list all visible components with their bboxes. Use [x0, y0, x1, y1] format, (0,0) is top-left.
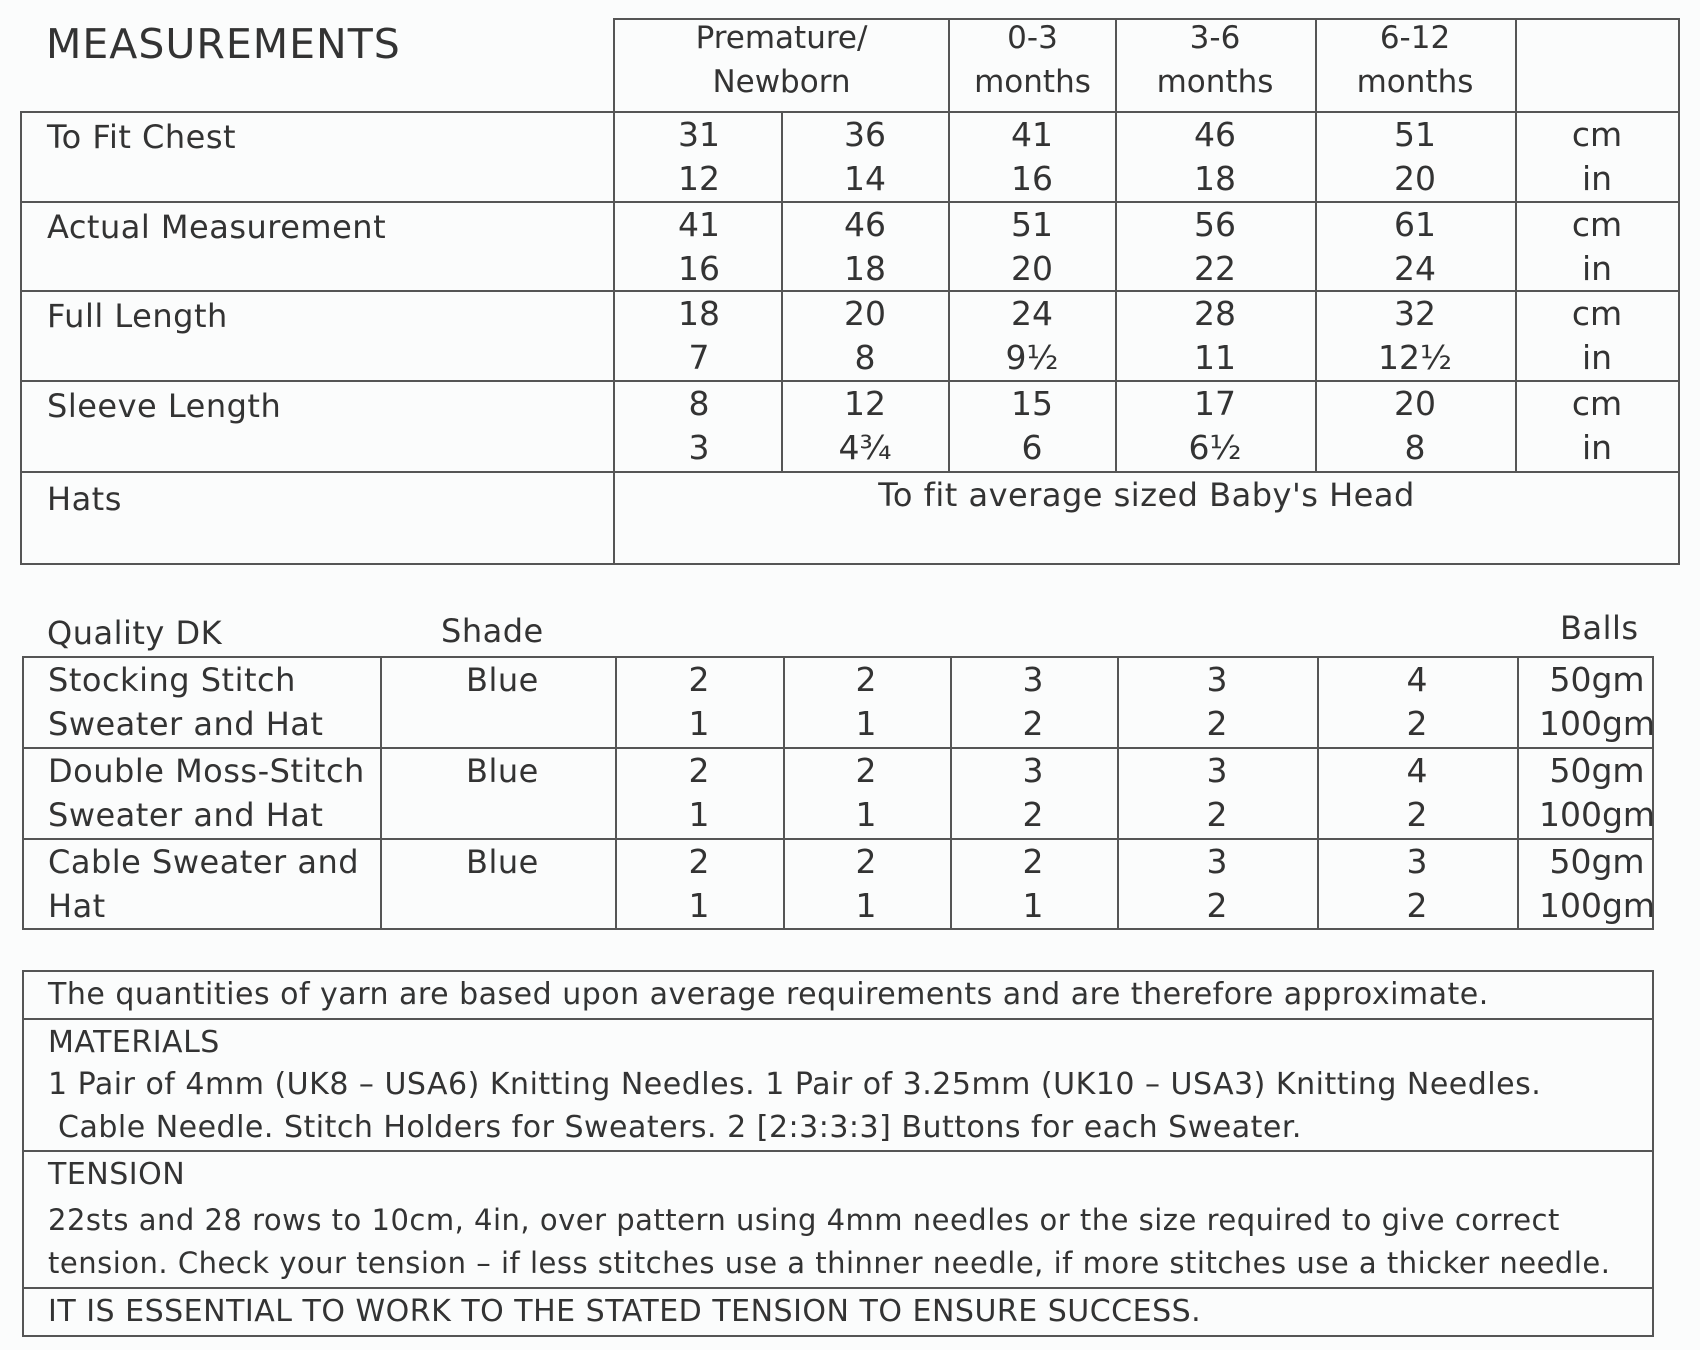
unit-label: cm [1571, 294, 1623, 333]
measurement-value: 28 [1194, 294, 1236, 333]
ball-count: 1 [1022, 886, 1044, 925]
ball-weight-label: 100gm [1538, 886, 1656, 925]
ball-count: 2 [1206, 704, 1228, 743]
tension-title: TENSION [48, 1157, 186, 1192]
yarn-row-label: Sweater and Hat [48, 705, 324, 743]
ball-count: 3 [1406, 842, 1428, 881]
materials-line-2: Cable Needle. Stitch Holders for Sweaters. 2 [2:3:3:3] Buttons for each Sweater. [58, 1110, 1302, 1145]
ball-count: 2 [1406, 795, 1428, 834]
measurement-value: 18 [1194, 159, 1236, 198]
ball-count: 1 [688, 704, 710, 743]
measurements-title: MEASUREMENTS [46, 20, 401, 68]
essential-note: IT IS ESSENTIAL TO WORK TO THE STATED TENSION TO ENSURE SUCCESS. [48, 1294, 1202, 1329]
ball-count: 2 [688, 660, 710, 699]
measurement-value: 15 [1011, 384, 1053, 423]
ball-weight-label: 50gm [1549, 660, 1645, 699]
yarn-row-label: Stocking Stitch [48, 661, 296, 699]
ball-count: 2 [688, 842, 710, 881]
size-header-3-6 [1115, 16, 1315, 104]
size-header-6-12 [1315, 16, 1515, 104]
ball-count: 2 [1206, 795, 1228, 834]
measurement-value: 20 [1394, 159, 1436, 198]
measurement-value: 11 [1194, 338, 1236, 377]
ball-count: 1 [855, 795, 877, 834]
measurement-value: 51 [1011, 205, 1053, 244]
measurement-value: 31 [678, 115, 720, 154]
measurement-value: 12½ [1378, 338, 1452, 377]
measurement-value: 6½ [1188, 428, 1242, 467]
size-header-label: 3-6 months [1156, 20, 1274, 100]
measurement-value: 6 [1021, 428, 1043, 467]
unit-label: in [1581, 159, 1613, 198]
measurement-value: 20 [844, 294, 886, 333]
measurement-value: 8 [854, 338, 876, 377]
ball-count: 4 [1406, 660, 1428, 699]
measurement-value: 46 [844, 205, 886, 244]
ball-count: 2 [1206, 886, 1228, 925]
ball-weight-label: 50gm [1549, 751, 1645, 790]
materials-line-1: 1 Pair of 4mm (UK8 – USA6) Knitting Needles. 1 Pair of 3.25mm (UK10 – USA3) Knitting Needles. [48, 1067, 1542, 1102]
measurement-value: 9½ [1005, 338, 1059, 377]
ball-count: 3 [1206, 842, 1228, 881]
unit-label: in [1581, 428, 1613, 467]
measurement-value: 51 [1394, 115, 1436, 154]
yarn-row-label: Sweater and Hat [48, 796, 324, 834]
ball-weight-label: 100gm [1538, 704, 1656, 743]
measurement-row-label: To Fit Chest [47, 118, 237, 156]
hats-label: Hats [47, 480, 122, 518]
measurement-row-label: Actual Measurement [47, 208, 387, 246]
measurement-value: 20 [1394, 384, 1436, 423]
ball-count: 2 [855, 751, 877, 790]
measurement-value: 14 [844, 159, 886, 198]
ball-count: 2 [1022, 704, 1044, 743]
ball-count: 1 [688, 886, 710, 925]
ball-count: 1 [855, 886, 877, 925]
ball-count: 3 [1022, 751, 1044, 790]
measurement-value: 3 [688, 428, 710, 467]
ball-weight-label: 50gm [1549, 842, 1645, 881]
measurement-value: 16 [1011, 159, 1053, 198]
size-header-label: 0-3 months [974, 20, 1091, 100]
measurement-value: 7 [688, 338, 710, 377]
measurement-value: 22 [1194, 249, 1236, 288]
measurement-value: 41 [678, 205, 720, 244]
measurement-value: 32 [1394, 294, 1436, 333]
measurement-value: 16 [678, 249, 720, 288]
measurement-value: 8 [688, 384, 710, 423]
yarn-row-label: Cable Sweater and [48, 843, 360, 881]
measurement-value: 18 [678, 294, 720, 333]
ball-count: 2 [855, 660, 877, 699]
ball-count: 2 [1406, 704, 1428, 743]
measurement-value: 12 [844, 384, 886, 423]
measurement-value: 24 [1011, 294, 1053, 333]
ball-count: 1 [688, 795, 710, 834]
measurement-value: 18 [844, 249, 886, 288]
ball-count: 2 [855, 842, 877, 881]
ball-count: 2 [1022, 795, 1044, 834]
tension-line-2: tension. Check your tension – if less stitches use a thinner needle, if more stitches use a thicker needle. [48, 1246, 1611, 1280]
measurement-value: 61 [1394, 205, 1436, 244]
size-header-label: 6-12 months [1356, 20, 1474, 100]
measurement-value: 36 [844, 115, 886, 154]
yarn-row-label: Hat [48, 887, 106, 925]
measurement-value: 8 [1404, 428, 1426, 467]
quantities-note: The quantities of yarn are based upon average requirements and are therefore approximate. [48, 977, 1489, 1012]
ball-count: 1 [855, 704, 877, 743]
yarn-row-label: Double Moss-Stitch [48, 752, 365, 790]
shade-header: Shade [441, 612, 544, 650]
shade-value: Blue [466, 752, 539, 790]
unit-label: in [1581, 338, 1613, 377]
measurement-row-label: Sleeve Length [47, 387, 282, 425]
quality-label: Quality DK [47, 614, 223, 652]
measurement-value: 12 [678, 159, 720, 198]
measurement-value: 41 [1011, 115, 1053, 154]
tension-line-1: 22sts and 28 rows to 10cm, 4in, over pattern using 4mm needles or the size required to give correct [48, 1203, 1560, 1237]
size-header-newborn [615, 16, 948, 104]
ball-count: 2 [1406, 886, 1428, 925]
measurement-value: 17 [1194, 384, 1236, 423]
ball-count: 2 [1022, 842, 1044, 881]
ball-count: 3 [1022, 660, 1044, 699]
unit-label: in [1581, 249, 1613, 288]
measurement-value: 56 [1194, 205, 1236, 244]
ball-count: 3 [1206, 751, 1228, 790]
shade-value: Blue [466, 661, 539, 699]
ball-count: 2 [688, 751, 710, 790]
unit-label: cm [1571, 115, 1623, 154]
balls-header: Balls [1560, 609, 1639, 647]
ball-weight-label: 100gm [1538, 795, 1656, 834]
unit-label: cm [1571, 384, 1623, 423]
measurement-row-label: Full Length [47, 297, 228, 335]
measurement-value: 24 [1394, 249, 1436, 288]
measurement-value: 46 [1194, 115, 1236, 154]
unit-label: cm [1571, 205, 1623, 244]
measurement-value: 20 [1011, 249, 1053, 288]
shade-value: Blue [466, 843, 539, 881]
size-header-label: Premature/ Newborn [695, 20, 868, 100]
size-header-0-3 [950, 16, 1115, 104]
measurement-value: 4¾ [838, 428, 892, 467]
hats-note: To fit average sized Baby's Head [878, 476, 1415, 514]
materials-title: MATERIALS [48, 1025, 220, 1060]
ball-count: 4 [1406, 751, 1428, 790]
ball-count: 3 [1206, 660, 1228, 699]
